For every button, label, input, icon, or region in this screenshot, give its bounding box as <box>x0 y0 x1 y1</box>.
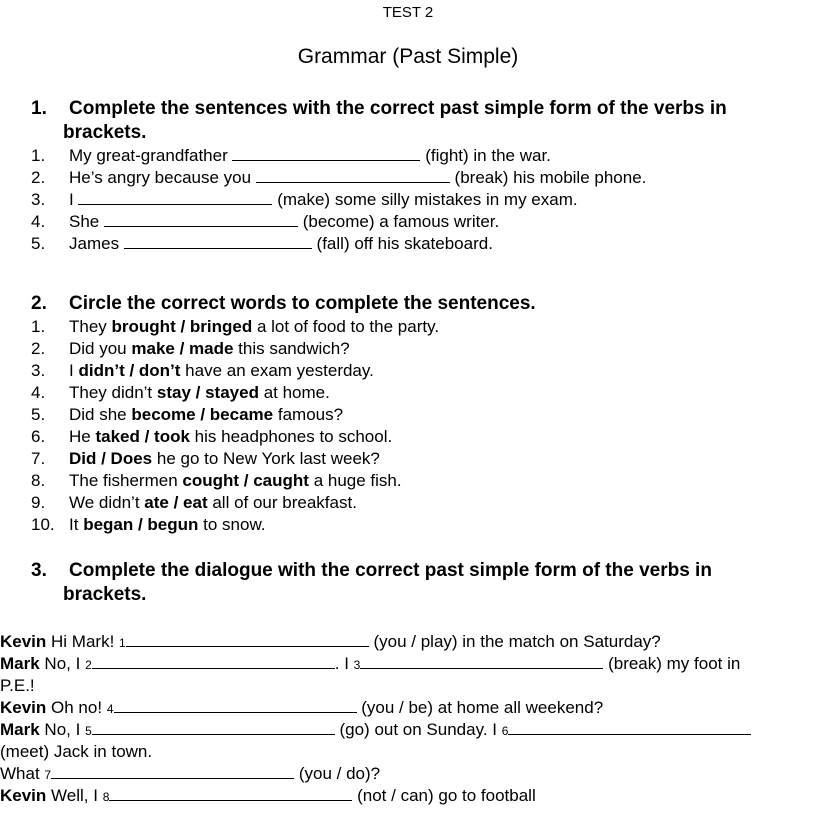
dialogue-line <box>0 697 603 720</box>
speaker-name: Kevin <box>0 698 47 717</box>
item-number: 7. <box>31 449 46 468</box>
gap-number: 2 <box>85 658 92 672</box>
speaker-name: Mark <box>0 654 40 673</box>
item-text: She <box>69 212 100 231</box>
word-choice[interactable]: make / made <box>131 339 234 358</box>
dialogue-line <box>0 719 751 742</box>
dialogue-text: No, I <box>44 720 81 739</box>
dialogue-text: (you / play) in the match on Saturday? <box>373 632 661 651</box>
item-number: 5. <box>31 405 46 424</box>
item-text: They <box>69 317 107 336</box>
item-number: 4. <box>31 212 46 231</box>
word-choice[interactable]: stay / stayed <box>156 383 259 402</box>
dialogue-line <box>0 631 661 654</box>
speaker-name: Mark <box>0 720 40 739</box>
answer-blank[interactable] <box>114 698 357 713</box>
dialogue-line <box>0 785 536 808</box>
item-number: 8. <box>31 471 46 490</box>
item-number: 3. <box>31 361 46 380</box>
dialogue-text: (not / can) go to football <box>357 786 536 805</box>
section1-instruction-line2: brackets. <box>63 122 147 143</box>
gap-number: 4 <box>106 702 114 716</box>
dialogue-text: Oh no! <box>51 698 103 717</box>
answer-blank[interactable] <box>256 168 450 183</box>
answer-blank[interactable] <box>51 764 294 779</box>
answer-blank[interactable] <box>126 632 369 647</box>
item-text: (fight) in the war. <box>425 146 551 165</box>
answer-blank[interactable] <box>508 720 751 735</box>
section2-number: 2. <box>31 293 47 314</box>
answer-blank[interactable] <box>360 654 603 669</box>
word-choice[interactable]: began / begun <box>83 515 199 534</box>
item-text: all of our breakfast. <box>212 493 357 512</box>
section2-instruction-text: Circle the correct words to complete the sentences. <box>69 293 536 314</box>
word-choice[interactable]: become / became <box>131 405 274 424</box>
dialogue-text: No, I <box>44 654 81 673</box>
item-text: James <box>69 234 120 253</box>
dialogue-line <box>0 741 152 763</box>
item-text: (make) some silly mistakes in my exam. <box>277 190 578 209</box>
item-text: It <box>69 515 79 534</box>
dialogue-line <box>0 653 740 676</box>
item-text: He’s angry because you <box>69 168 252 187</box>
item-text: his headphones to school. <box>194 427 393 446</box>
answer-blank[interactable] <box>78 190 272 205</box>
item-text: famous? <box>277 405 344 424</box>
gap-number: 3 <box>353 658 361 672</box>
answer-blank[interactable] <box>124 234 312 249</box>
section3-instruction-line2: brackets. <box>63 584 147 605</box>
section1-instruction-line1: Complete the sentences with the correct past simple form of the verbs in <box>69 98 727 119</box>
dialogue-text: P.E.! <box>0 676 35 695</box>
answer-blank[interactable] <box>109 786 352 801</box>
item-text: We didn’t <box>69 493 140 512</box>
item-text: (fall) off his skateboard. <box>316 234 493 253</box>
item-text: he go to New York last week? <box>156 449 380 468</box>
item-number: 9. <box>31 493 46 512</box>
speaker-name: Kevin <box>0 786 47 805</box>
gap-number: 6 <box>501 724 509 738</box>
section3-instruction-line1: Complete the dialogue with the correct past simple form of the verbs in <box>69 560 712 581</box>
dialogue-text: Hi Mark! <box>51 632 115 651</box>
answer-blank[interactable] <box>104 212 298 227</box>
word-choice[interactable]: cought / caught <box>182 471 309 490</box>
dialogue-text: (meet) Jack in town. <box>0 742 153 761</box>
speaker-name: Kevin <box>0 632 47 651</box>
answer-blank[interactable] <box>232 146 420 161</box>
word-choice[interactable]: brought / bringed <box>111 317 253 336</box>
answer-blank[interactable] <box>92 654 335 669</box>
item-number: 6. <box>31 427 46 446</box>
section1-number: 1. <box>31 98 47 119</box>
item-number: 2. <box>31 168 46 187</box>
dialogue-text: Well, I <box>51 786 98 805</box>
item-text: I <box>69 190 74 209</box>
item-text: have an exam yesterday. <box>185 361 374 380</box>
item-text: They didn’t <box>69 383 153 402</box>
answer-blank[interactable] <box>92 720 335 735</box>
item-number: 1. <box>31 317 46 336</box>
word-choice[interactable]: ate / eat <box>144 493 208 512</box>
dialogue-line <box>0 763 380 786</box>
page-title: Grammar (Past Simple) <box>297 45 519 68</box>
gap-number: 5 <box>85 724 92 738</box>
item-text: Did she <box>69 405 127 424</box>
item-text: at home. <box>263 383 330 402</box>
item-text: Did you <box>69 339 127 358</box>
item-text: a huge fish. <box>313 471 402 490</box>
section3-number: 3. <box>31 560 47 581</box>
word-choice[interactable]: taked / took <box>95 427 190 446</box>
item-text: He <box>69 427 91 446</box>
word-choice[interactable]: didn’t / don’t <box>78 361 181 380</box>
item-text: a lot of food to the party. <box>256 317 440 336</box>
item-number: 4. <box>31 383 46 402</box>
item-number: 2. <box>31 339 46 358</box>
item-number: 3. <box>31 190 46 209</box>
gap-number: 7 <box>44 768 52 782</box>
dialogue-text: (break) my foot in <box>608 654 741 673</box>
dialogue-text: (go) out on Sunday. I <box>339 720 497 739</box>
dialogue-text: What <box>0 764 40 783</box>
dialogue-text: (you / do)? <box>298 764 381 783</box>
test-label: TEST 2 <box>382 4 434 21</box>
item-number: 10. <box>31 515 55 534</box>
item-text: this sandwich? <box>238 339 350 358</box>
gap-number: 8 <box>102 790 110 804</box>
item-number: 5. <box>31 234 46 253</box>
word-choice[interactable]: Did / Does <box>69 449 153 468</box>
dialogue-text: . I <box>334 654 349 673</box>
item-text: (become) a famous writer. <box>302 212 500 231</box>
item-number: 1. <box>31 146 46 165</box>
item-text: to snow. <box>203 515 266 534</box>
gap-number: 1 <box>119 636 126 650</box>
item-text: My great-grandfather <box>69 146 228 165</box>
item-text: (break) his mobile phone. <box>454 168 647 187</box>
item-text: The fishermen <box>69 471 178 490</box>
dialogue-text: (you / be) at home all weekend? <box>361 698 604 717</box>
dialogue-line <box>0 675 35 697</box>
item-text: I <box>69 361 74 380</box>
